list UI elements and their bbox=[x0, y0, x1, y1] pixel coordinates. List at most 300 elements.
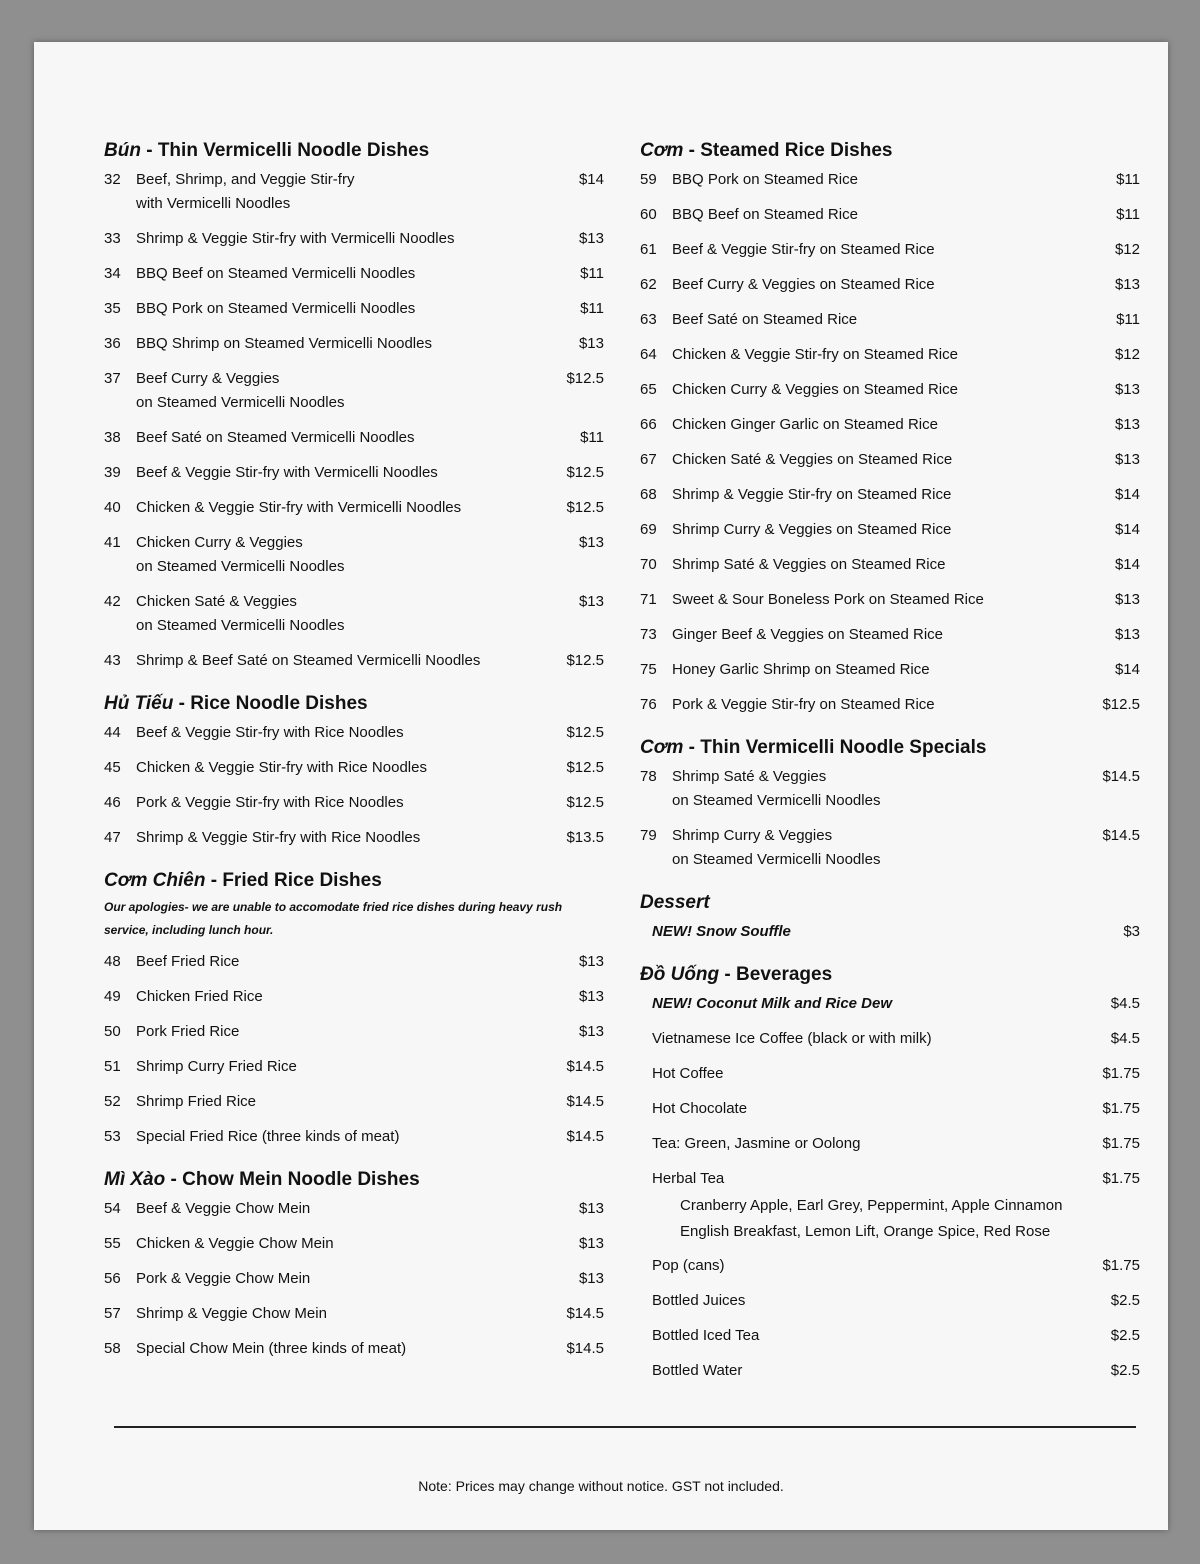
item-name-line: Pork & Veggie Stir-fry with Rice Noodles bbox=[136, 794, 404, 811]
item-name-line2: on Steamed Vermicelli Noodles bbox=[672, 851, 881, 868]
item-name bbox=[136, 1055, 544, 1079]
item-name-line: Shrimp & Veggie Chow Mein bbox=[136, 1305, 327, 1322]
item-number: 62 bbox=[640, 276, 657, 293]
item-name bbox=[672, 518, 1080, 542]
menu-item bbox=[104, 649, 604, 673]
item-number: 36 bbox=[104, 335, 121, 352]
item-name-line: BBQ Shrimp on Steamed Vermicelli Noodles bbox=[136, 335, 432, 352]
item-price: $13 bbox=[578, 1235, 604, 1252]
item-name-line: Chicken Fried Rice bbox=[136, 988, 263, 1005]
section-title-vietnamese: Bún bbox=[104, 140, 141, 161]
item-name bbox=[672, 483, 1080, 507]
item-name-line: Beef Fried Rice bbox=[136, 953, 240, 970]
item-number: 67 bbox=[640, 451, 657, 468]
item-name-line: Beef & Veggie Stir-fry with Vermicelli Noodles bbox=[136, 464, 438, 481]
item-price: $13 bbox=[578, 953, 604, 970]
item-price: $14 bbox=[1114, 521, 1140, 538]
item-name-line: Beef & Veggie Stir-fry on Steamed Rice bbox=[672, 241, 935, 258]
item-name bbox=[672, 765, 1080, 813]
section-title bbox=[640, 964, 1140, 986]
item-name bbox=[136, 950, 544, 974]
menu-item bbox=[640, 992, 1140, 1016]
menu-item bbox=[104, 1267, 604, 1291]
item-name bbox=[640, 1132, 1080, 1156]
item-price: $14.5 bbox=[566, 1058, 604, 1075]
item-price: $12 bbox=[1114, 346, 1140, 363]
item-name bbox=[640, 1254, 1080, 1278]
item-name-line: Bottled Water bbox=[652, 1362, 743, 1379]
item-number: 78 bbox=[640, 768, 657, 785]
menu-item bbox=[640, 413, 1140, 437]
item-number: 42 bbox=[104, 593, 121, 610]
menu-item bbox=[104, 332, 604, 356]
menu-item bbox=[104, 227, 604, 251]
item-name-line: Hot Coffee bbox=[652, 1065, 724, 1082]
item-name bbox=[136, 297, 544, 321]
menu-item bbox=[104, 1232, 604, 1256]
item-name bbox=[136, 1302, 544, 1326]
menu-item bbox=[104, 985, 604, 1009]
item-price: $13 bbox=[578, 534, 604, 551]
menu-item bbox=[640, 1097, 1140, 1121]
item-number: 50 bbox=[104, 1023, 121, 1040]
menu-item bbox=[104, 756, 604, 780]
item-name-line2: with Vermicelli Noodles bbox=[136, 195, 291, 212]
item-price: $13 bbox=[1114, 591, 1140, 608]
item-name-line: Hot Chocolate bbox=[652, 1100, 748, 1117]
item-name-line: Shrimp Saté & Veggies bbox=[672, 768, 827, 785]
footer-note: Note: Prices may change without notice. GST not included. bbox=[418, 1478, 784, 1494]
section-title bbox=[640, 140, 1140, 162]
item-name bbox=[136, 1267, 544, 1291]
menu-item bbox=[640, 588, 1140, 612]
menu-item bbox=[640, 693, 1140, 717]
item-number: 63 bbox=[640, 311, 657, 328]
item-name bbox=[136, 590, 544, 638]
item-number: 57 bbox=[104, 1305, 121, 1322]
item-price: $12.5 bbox=[1102, 696, 1140, 713]
item-number: 65 bbox=[640, 381, 657, 398]
item-number: 70 bbox=[640, 556, 657, 573]
menu-section bbox=[640, 737, 1140, 872]
right-column bbox=[640, 140, 1140, 1403]
item-price: $1.75 bbox=[1102, 1135, 1140, 1152]
item-number: 75 bbox=[640, 661, 657, 678]
menu-item bbox=[640, 203, 1140, 227]
item-number: 48 bbox=[104, 953, 121, 970]
item-name bbox=[136, 426, 544, 450]
section-title bbox=[104, 693, 604, 715]
item-name-line: NEW! Snow Souffle bbox=[652, 923, 791, 940]
menu-item bbox=[104, 531, 604, 579]
left-column bbox=[104, 140, 604, 1381]
menu-item bbox=[640, 1254, 1140, 1278]
item-price: $12.5 bbox=[566, 794, 604, 811]
menu-item bbox=[640, 448, 1140, 472]
item-name-line2: on Steamed Vermicelli Noodles bbox=[136, 558, 345, 575]
item-name bbox=[640, 1097, 1080, 1121]
item-price: $13 bbox=[578, 593, 604, 610]
item-price: $14 bbox=[1114, 486, 1140, 503]
menu-item bbox=[104, 1020, 604, 1044]
item-name-line: Chicken & Veggie Stir-fry with Rice Noodles bbox=[136, 759, 427, 776]
item-name-line: Chicken & Veggie Stir-fry with Vermicelli Noodles bbox=[136, 499, 462, 516]
item-options-line: English Breakfast, Lemon Lift, Orange Spice, Red Rose bbox=[680, 1223, 1051, 1240]
item-name bbox=[672, 693, 1080, 717]
item-number: 68 bbox=[640, 486, 657, 503]
menu-item bbox=[104, 262, 604, 286]
menu-item bbox=[640, 273, 1140, 297]
item-price: $14 bbox=[578, 171, 604, 188]
menu-item bbox=[640, 658, 1140, 682]
item-number: 47 bbox=[104, 829, 121, 846]
item-number: 66 bbox=[640, 416, 657, 433]
item-name bbox=[672, 623, 1080, 647]
item-price: $12.5 bbox=[566, 652, 604, 669]
item-name-line: Beef & Veggie Chow Mein bbox=[136, 1200, 311, 1217]
item-price: $12.5 bbox=[566, 499, 604, 516]
item-name bbox=[640, 1289, 1080, 1313]
item-name bbox=[672, 343, 1080, 367]
item-price: $13 bbox=[578, 1270, 604, 1287]
item-name-line: BBQ Pork on Steamed Rice bbox=[672, 171, 858, 188]
item-number: 43 bbox=[104, 652, 121, 669]
item-price: $11 bbox=[580, 265, 604, 282]
menu-item bbox=[640, 1289, 1140, 1313]
menu-item bbox=[640, 1359, 1140, 1383]
menu-section bbox=[640, 140, 1140, 717]
item-name bbox=[136, 1232, 544, 1256]
item-name-line: Shrimp Curry & Veggies bbox=[672, 827, 833, 844]
section-title-vietnamese: Cơm Chiên bbox=[104, 870, 206, 891]
menu-item bbox=[640, 623, 1140, 647]
item-price: $11 bbox=[1116, 206, 1140, 223]
item-name-line: Chicken Saté & Veggies bbox=[136, 593, 297, 610]
item-price: $13.5 bbox=[566, 829, 604, 846]
item-name-line: Shrimp Saté & Veggies on Steamed Rice bbox=[672, 556, 946, 573]
item-name bbox=[136, 531, 544, 579]
menu-item bbox=[640, 765, 1140, 813]
item-number: 39 bbox=[104, 464, 121, 481]
item-name-line: Shrimp Curry Fried Rice bbox=[136, 1058, 297, 1075]
item-name-line: BBQ Beef on Steamed Rice bbox=[672, 206, 858, 223]
menu-section bbox=[104, 1169, 604, 1361]
menu-item bbox=[104, 1125, 604, 1149]
item-price: $11 bbox=[1116, 171, 1140, 188]
menu-item bbox=[640, 483, 1140, 507]
item-name bbox=[136, 826, 544, 850]
item-price: $2.5 bbox=[1110, 1292, 1140, 1309]
item-price: $11 bbox=[580, 429, 604, 446]
item-name-line: Shrimp & Veggie Stir-fry on Steamed Rice bbox=[672, 486, 952, 503]
item-number: 71 bbox=[640, 591, 657, 608]
item-name bbox=[640, 1324, 1080, 1348]
item-price: $12.5 bbox=[566, 724, 604, 741]
item-name-line: Special Chow Mein (three kinds of meat) bbox=[136, 1340, 407, 1357]
item-number: 41 bbox=[104, 534, 121, 551]
item-price: $13 bbox=[578, 988, 604, 1005]
item-number: 46 bbox=[104, 794, 121, 811]
item-name bbox=[672, 238, 1080, 262]
item-name bbox=[136, 985, 544, 1009]
item-number: 60 bbox=[640, 206, 657, 223]
item-price: $3 bbox=[1123, 923, 1140, 940]
item-price: $4.5 bbox=[1110, 995, 1140, 1012]
item-name-line: Vietnamese Ice Coffee (black or with milk) bbox=[652, 1030, 932, 1047]
menu-item bbox=[104, 496, 604, 520]
item-name-line: Beef & Veggie Stir-fry with Rice Noodles bbox=[136, 724, 404, 741]
menu-item bbox=[640, 238, 1140, 262]
item-price: $2.5 bbox=[1110, 1327, 1140, 1344]
footer-divider bbox=[114, 1426, 1136, 1428]
item-number: 44 bbox=[104, 724, 121, 741]
item-name-line: Sweet & Sour Boneless Pork on Steamed Rice bbox=[672, 591, 984, 608]
item-name bbox=[672, 378, 1080, 402]
item-number: 64 bbox=[640, 346, 657, 363]
item-number: 51 bbox=[104, 1058, 121, 1075]
item-price: $13 bbox=[1114, 416, 1140, 433]
item-name bbox=[136, 721, 544, 745]
item-name-line: Chicken Curry & Veggies bbox=[136, 534, 303, 551]
menu-section bbox=[640, 964, 1140, 1383]
section-title bbox=[640, 892, 1140, 914]
menu-item bbox=[640, 824, 1140, 872]
section-title-vietnamese: Mì Xào bbox=[104, 1169, 166, 1190]
item-number: 35 bbox=[104, 300, 121, 317]
item-name-line: Pork & Veggie Chow Mein bbox=[136, 1270, 311, 1287]
item-name bbox=[136, 367, 544, 415]
item-name bbox=[136, 496, 544, 520]
item-number: 69 bbox=[640, 521, 657, 538]
menu-item bbox=[104, 950, 604, 974]
item-price: $13 bbox=[578, 230, 604, 247]
menu-item bbox=[104, 426, 604, 450]
item-name-line: NEW! Coconut Milk and Rice Dew bbox=[652, 995, 893, 1012]
item-price: $13 bbox=[578, 1200, 604, 1217]
item-name-line: Shrimp & Beef Saté on Steamed Vermicelli Noodles bbox=[136, 652, 481, 669]
item-name-line: Tea: Green, Jasmine or Oolong bbox=[652, 1135, 861, 1152]
item-name bbox=[640, 1062, 1080, 1086]
item-number: 33 bbox=[104, 230, 121, 247]
item-name-line: Beef Curry & Veggies on Steamed Rice bbox=[672, 276, 935, 293]
menu-item bbox=[640, 553, 1140, 577]
section-title bbox=[640, 737, 1140, 759]
item-price: $13 bbox=[1114, 276, 1140, 293]
item-name-line: Shrimp Fried Rice bbox=[136, 1093, 257, 1110]
item-name-line: Honey Garlic Shrimp on Steamed Rice bbox=[672, 661, 930, 678]
item-name-line: Beef, Shrimp, and Veggie Stir-fry bbox=[136, 171, 355, 188]
item-number: 59 bbox=[640, 171, 657, 188]
item-name-line: Shrimp & Veggie Stir-fry with Vermicelli Noodles bbox=[136, 230, 455, 247]
item-number: 53 bbox=[104, 1128, 121, 1145]
item-number: 79 bbox=[640, 827, 657, 844]
section-title-vietnamese: Đồ Uống bbox=[640, 964, 720, 985]
item-number: 54 bbox=[104, 1200, 121, 1217]
item-price: $14 bbox=[1114, 661, 1140, 678]
item-name-line: Chicken Ginger Garlic on Steamed Rice bbox=[672, 416, 938, 433]
menu-item bbox=[104, 1197, 604, 1221]
item-name-line: Pop (cans) bbox=[652, 1257, 725, 1274]
item-name bbox=[136, 1337, 544, 1361]
item-name-line2: on Steamed Vermicelli Noodles bbox=[672, 792, 881, 809]
section-title-english: - Fried Rice Dishes bbox=[205, 870, 382, 891]
menu-item bbox=[640, 308, 1140, 332]
item-price: $13 bbox=[1114, 626, 1140, 643]
item-name bbox=[672, 168, 1080, 192]
item-name-line: Bottled Iced Tea bbox=[652, 1327, 760, 1344]
item-price: $11 bbox=[1116, 311, 1140, 328]
item-price: $14 bbox=[1114, 556, 1140, 573]
item-number: 45 bbox=[104, 759, 121, 776]
item-price: $14.5 bbox=[566, 1305, 604, 1322]
item-price: $13 bbox=[578, 335, 604, 352]
item-name-line: Ginger Beef & Veggies on Steamed Rice bbox=[672, 626, 943, 643]
item-name-line2: on Steamed Vermicelli Noodles bbox=[136, 394, 345, 411]
item-number: 34 bbox=[104, 265, 121, 282]
menu-item bbox=[640, 1167, 1140, 1191]
menu-item bbox=[104, 1337, 604, 1361]
menu-section bbox=[104, 870, 604, 1149]
item-name bbox=[672, 658, 1080, 682]
menu-item bbox=[640, 920, 1140, 944]
item-name-line: Herbal Tea bbox=[652, 1170, 725, 1187]
item-name bbox=[136, 1090, 544, 1114]
item-name-line: BBQ Pork on Steamed Vermicelli Noodles bbox=[136, 300, 416, 317]
item-number: 49 bbox=[104, 988, 121, 1005]
item-name-line: Pork & Veggie Stir-fry on Steamed Rice bbox=[672, 696, 935, 713]
item-options-line: Cranberry Apple, Earl Grey, Peppermint, Apple Cinnamon bbox=[680, 1197, 1063, 1214]
item-number: 40 bbox=[104, 499, 121, 516]
section-note: Our apologies- we are unable to accomodate fried rice dishes during heavy rush service, including lunch hour. bbox=[104, 900, 563, 937]
menu-item bbox=[640, 1062, 1140, 1086]
item-number: 76 bbox=[640, 696, 657, 713]
item-name-line: Shrimp & Veggie Stir-fry with Rice Noodles bbox=[136, 829, 421, 846]
item-name bbox=[136, 1125, 544, 1149]
item-number: 58 bbox=[104, 1340, 121, 1357]
item-number: 37 bbox=[104, 370, 121, 387]
item-name bbox=[136, 791, 544, 815]
item-name bbox=[672, 308, 1080, 332]
item-name bbox=[136, 262, 544, 286]
item-name bbox=[640, 1027, 1080, 1051]
item-price: $13 bbox=[1114, 451, 1140, 468]
item-name bbox=[136, 1197, 544, 1221]
item-name-line: Special Fried Rice (three kinds of meat) bbox=[136, 1128, 400, 1145]
item-price: $1.75 bbox=[1102, 1170, 1140, 1187]
item-number: 55 bbox=[104, 1235, 121, 1252]
menu-section bbox=[104, 693, 604, 850]
item-price: $13 bbox=[578, 1023, 604, 1040]
item-price: $2.5 bbox=[1110, 1362, 1140, 1379]
item-name bbox=[136, 756, 544, 780]
item-number: 38 bbox=[104, 429, 121, 446]
item-number: 52 bbox=[104, 1093, 121, 1110]
menu-section bbox=[104, 140, 604, 673]
item-price: $14.5 bbox=[1102, 827, 1140, 844]
item-price: $14.5 bbox=[566, 1128, 604, 1145]
menu-item bbox=[104, 168, 604, 216]
menu-page bbox=[34, 42, 1168, 1530]
menu-item bbox=[640, 1324, 1140, 1348]
item-name bbox=[136, 1020, 544, 1044]
item-name bbox=[136, 461, 544, 485]
item-price: $4.5 bbox=[1110, 1030, 1140, 1047]
item-name bbox=[672, 203, 1080, 227]
item-name-line: Shrimp Curry & Veggies on Steamed Rice bbox=[672, 521, 952, 538]
menu-item bbox=[640, 168, 1140, 192]
menu-item bbox=[104, 297, 604, 321]
item-price: $11 bbox=[580, 300, 604, 317]
item-price: $14.5 bbox=[566, 1340, 604, 1357]
section-title-vietnamese: Dessert bbox=[640, 892, 710, 913]
item-name bbox=[640, 1167, 1080, 1191]
item-price: $14.5 bbox=[1102, 768, 1140, 785]
menu-item bbox=[104, 826, 604, 850]
section-title-english: - Steamed Rice Dishes bbox=[683, 140, 893, 161]
section-title-english: - Rice Noodle Dishes bbox=[173, 693, 368, 714]
item-name bbox=[640, 1359, 1080, 1383]
item-name bbox=[640, 920, 1080, 944]
menu-item bbox=[104, 367, 604, 415]
item-name-line: Chicken & Veggie Stir-fry on Steamed Rice bbox=[672, 346, 958, 363]
item-name bbox=[672, 413, 1080, 437]
item-price: $12.5 bbox=[566, 759, 604, 776]
menu-item bbox=[640, 1027, 1140, 1051]
item-price: $1.75 bbox=[1102, 1257, 1140, 1274]
item-name-line: Chicken Curry & Veggies on Steamed Rice bbox=[672, 381, 958, 398]
item-name bbox=[136, 227, 544, 251]
item-name-line: Beef Saté on Steamed Rice bbox=[672, 311, 858, 328]
item-name bbox=[672, 448, 1080, 472]
menu-item bbox=[104, 1055, 604, 1079]
menu-section bbox=[640, 892, 1140, 944]
section-title bbox=[104, 1169, 604, 1191]
item-number: 56 bbox=[104, 1270, 121, 1287]
item-name-line: Chicken Saté & Veggies on Steamed Rice bbox=[672, 451, 953, 468]
item-name bbox=[136, 649, 544, 673]
item-price: $12 bbox=[1114, 241, 1140, 258]
menu-item bbox=[640, 1132, 1140, 1156]
menu-item bbox=[640, 518, 1140, 542]
section-title bbox=[104, 870, 604, 892]
section-title-vietnamese: Cơm bbox=[640, 737, 684, 758]
section-title-english: - Chow Mein Noodle Dishes bbox=[165, 1169, 420, 1190]
section-title bbox=[104, 140, 604, 162]
item-name bbox=[640, 992, 1080, 1016]
item-price: $12.5 bbox=[566, 370, 604, 387]
item-name-line: Beef Saté on Steamed Vermicelli Noodles bbox=[136, 429, 415, 446]
item-name-line2: on Steamed Vermicelli Noodles bbox=[136, 617, 345, 634]
item-number: 32 bbox=[104, 171, 121, 188]
item-name-line: BBQ Beef on Steamed Vermicelli Noodles bbox=[136, 265, 416, 282]
section-title-english: - Beverages bbox=[719, 964, 833, 985]
item-name bbox=[672, 553, 1080, 577]
menu-item bbox=[104, 590, 604, 638]
item-price: $12.5 bbox=[566, 464, 604, 481]
item-name bbox=[672, 588, 1080, 612]
menu-item bbox=[104, 461, 604, 485]
item-name bbox=[672, 273, 1080, 297]
menu-item bbox=[640, 343, 1140, 367]
item-name-line: Pork Fried Rice bbox=[136, 1023, 240, 1040]
item-name bbox=[136, 168, 544, 216]
menu-item bbox=[104, 1302, 604, 1326]
section-title-vietnamese: Hủ Tiếu bbox=[104, 693, 174, 714]
item-price: $13 bbox=[1114, 381, 1140, 398]
item-name-line: Chicken & Veggie Chow Mein bbox=[136, 1235, 334, 1252]
item-name bbox=[136, 332, 544, 356]
item-name-line: Beef Curry & Veggies bbox=[136, 370, 280, 387]
